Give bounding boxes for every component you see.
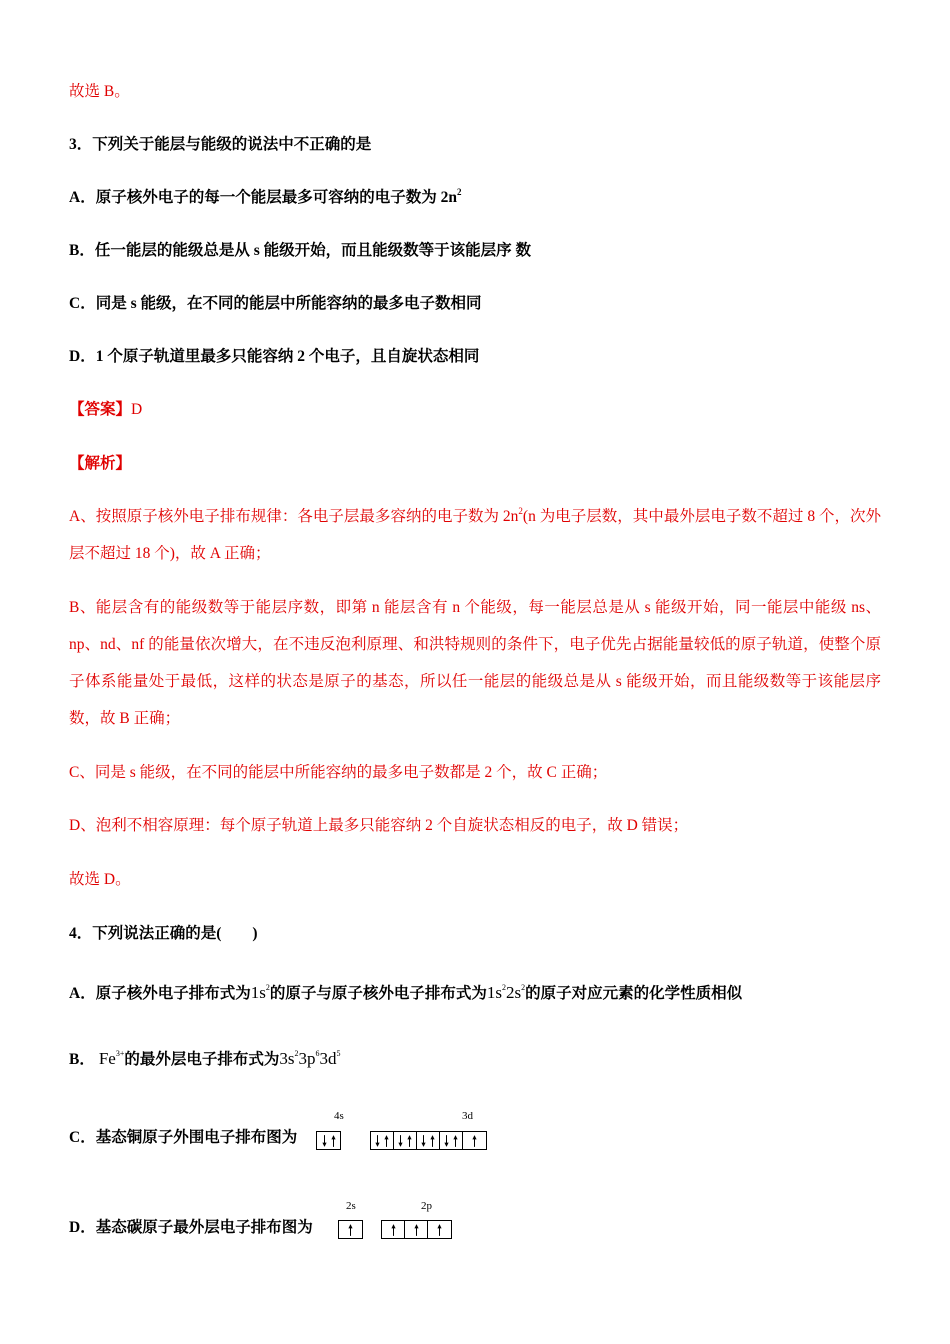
spin-down-arrow-icon	[444, 1135, 449, 1147]
question-4-option-a: A．原子核外电子排布式为$1s^2$的原子与原子核外电子排布式为$1s^22s^2$的原子对应元素的化学性质相似	[69, 983, 743, 1002]
question-4-option-b: B． $Fe^{3+}$的最外层电子排布式为$3s^23p^63d^5$	[69, 1049, 341, 1068]
question-4-option-d: D．基态碳原子最外层电子排布图为	[69, 1219, 313, 1236]
orbital-box	[405, 1221, 428, 1238]
spin-up-arrow-icon	[472, 1135, 477, 1147]
orbital-box	[428, 1221, 451, 1238]
orbital-box	[371, 1132, 394, 1149]
orbital-box	[394, 1132, 417, 1149]
analysis-d: D、泡利不相容原理：每个原子轨道上最多只能容纳 2 个自旋状态相反的电子，故 D 错误；	[69, 817, 689, 834]
spin-up-arrow-icon	[391, 1224, 396, 1236]
question-3-conclusion: 故选 D。	[69, 871, 131, 888]
orbital-box	[417, 1132, 440, 1149]
analysis-b: B、能层含有的能级数等于能层序数，即第 n 能层含有 n 个能级，每一能层总是从 s 能级开始，同一能层中能级 ns、np、nd、nf 的能量依次增大，在不违反泡利原理、和洪特规则的条件下，电子优先占据能量较低的原子轨道，使整个原子体系能量处于最低，这样的状态是原子的基态，所以任一能层的能级总是从 s 能级开始，而且能级数等于该能层序数，故 B 正确；	[69, 599, 881, 727]
question-4-option-c: C．基态铜原子外围电子排布图为	[69, 1129, 298, 1146]
label-4s: 4s	[334, 1110, 344, 1122]
orbital-row-4s	[316, 1131, 341, 1150]
label-3d: 3d	[462, 1110, 473, 1122]
question-3-option-d: D．1 个原子轨道里最多只能容纳 2 个电子，且自旋状态相同	[69, 348, 480, 365]
question-3-option-c: C．同是 s 能级，在不同的能层中所能容纳的最多电子数相同	[69, 295, 482, 312]
orbital-box	[440, 1132, 463, 1149]
analysis-c: C、同是 s 能级，在不同的能层中所能容纳的最多电子数都是 2 个，故 C 正确；	[69, 764, 608, 781]
orbital-row-3d	[370, 1131, 487, 1150]
label-2p: 2p	[421, 1200, 432, 1212]
analysis-label: 【解析】	[69, 455, 132, 472]
orbital-box	[317, 1132, 340, 1149]
question-4-stem: 4．下列说法正确的是( )	[69, 925, 258, 942]
orbital-box	[463, 1132, 486, 1149]
spin-up-arrow-icon	[348, 1224, 353, 1236]
analysis-a: A、按照原子核外电子排布规律：各电子层最多容纳的电子数为 $2n^2(n$ 为电子层数，其中最外层电子数不超过 8 个，次外层不超过 18 个)，故 A 正确；	[69, 506, 881, 562]
question-3-stem: 3．下列关于能层与能级的说法中不正确的是	[69, 136, 372, 153]
spin-up-arrow-icon	[407, 1135, 412, 1147]
spin-up-arrow-icon	[430, 1135, 435, 1147]
orbital-box	[382, 1221, 405, 1238]
orbital-row-2p	[381, 1220, 452, 1239]
spin-up-arrow-icon	[453, 1135, 458, 1147]
previous-conclusion: 故选 B。	[69, 83, 130, 100]
spin-up-arrow-icon	[414, 1224, 419, 1236]
label-2s: 2s	[346, 1200, 356, 1212]
spin-up-arrow-icon	[437, 1224, 442, 1236]
spin-down-arrow-icon	[375, 1135, 380, 1147]
spin-up-arrow-icon	[331, 1135, 336, 1147]
spin-down-arrow-icon	[421, 1135, 426, 1147]
spin-down-arrow-icon	[322, 1135, 327, 1147]
answer-line: 【答案】D	[69, 401, 143, 418]
spin-up-arrow-icon	[384, 1135, 389, 1147]
spin-down-arrow-icon	[398, 1135, 403, 1147]
orbital-row-2s	[338, 1220, 363, 1239]
orbital-box	[339, 1221, 362, 1238]
question-3-option-a: A．原子核外电子的每一个能层最多可容纳的电子数为 $2n^2$	[69, 187, 462, 206]
question-3-option-b: B．任一能层的能级总是从 s 能级开始，而且能级数等于该能层序 数	[69, 242, 531, 259]
